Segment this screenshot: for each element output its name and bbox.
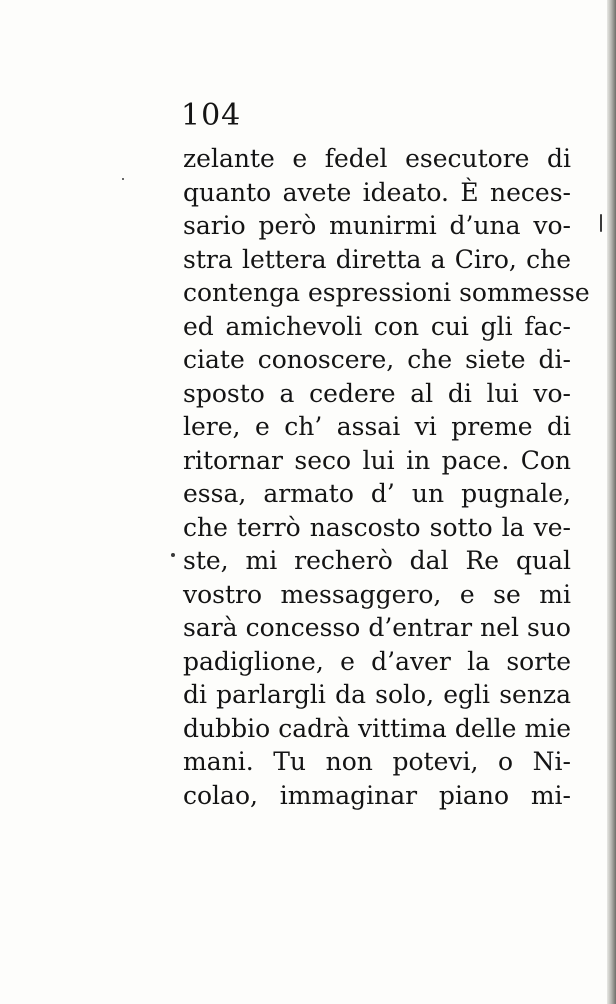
text-line: lere, e ch’ assai vi preme di (183, 412, 571, 441)
ink-speck (171, 553, 175, 557)
text-line: sario però munirmi d’una vo- (183, 211, 571, 240)
text-line: ste, mi recherò dal Re qual (183, 546, 571, 575)
page-number: 104 (181, 98, 242, 133)
text-line: dubbio cadrà vittima delle mie (183, 713, 571, 743)
ink-speck (122, 178, 124, 180)
text-line: ciate conoscere, che siete di- (183, 345, 571, 374)
text-line: ritornar seco lui in pace. Con (183, 445, 571, 475)
text-line: contenga espressioni sommesse (183, 278, 590, 307)
text-line: colao, immaginar piano mi- (183, 780, 571, 810)
text-line: zelante e fedel esecutore di (183, 144, 571, 173)
page-edge-shadow (607, 0, 616, 1004)
page-body-text (183, 142, 590, 812)
text-line: di parlargli da solo, egli senza (183, 680, 571, 709)
ink-speck (600, 214, 602, 232)
text-line: sposto a cedere al di lui vo- (183, 378, 571, 408)
text-line: quanto avete ideato. È neces- (183, 177, 571, 207)
text-line: padiglione, e d’aver la sorte (183, 646, 571, 676)
text-line: sarà concesso d’entrar nel suo (183, 613, 571, 642)
text-line: vostro messaggero, e se mi (183, 579, 571, 609)
text-line: mani. Tu non potevi, o Ni- (183, 747, 571, 776)
text-line: che terrò nascosto sotto la ve- (183, 512, 571, 542)
text-line: ed amichevoli con cui gli fac- (183, 311, 571, 341)
text-line: essa, armato d’ un pugnale, (183, 479, 571, 508)
text-line: stra lettera diretta a Ciro, che (183, 244, 571, 274)
